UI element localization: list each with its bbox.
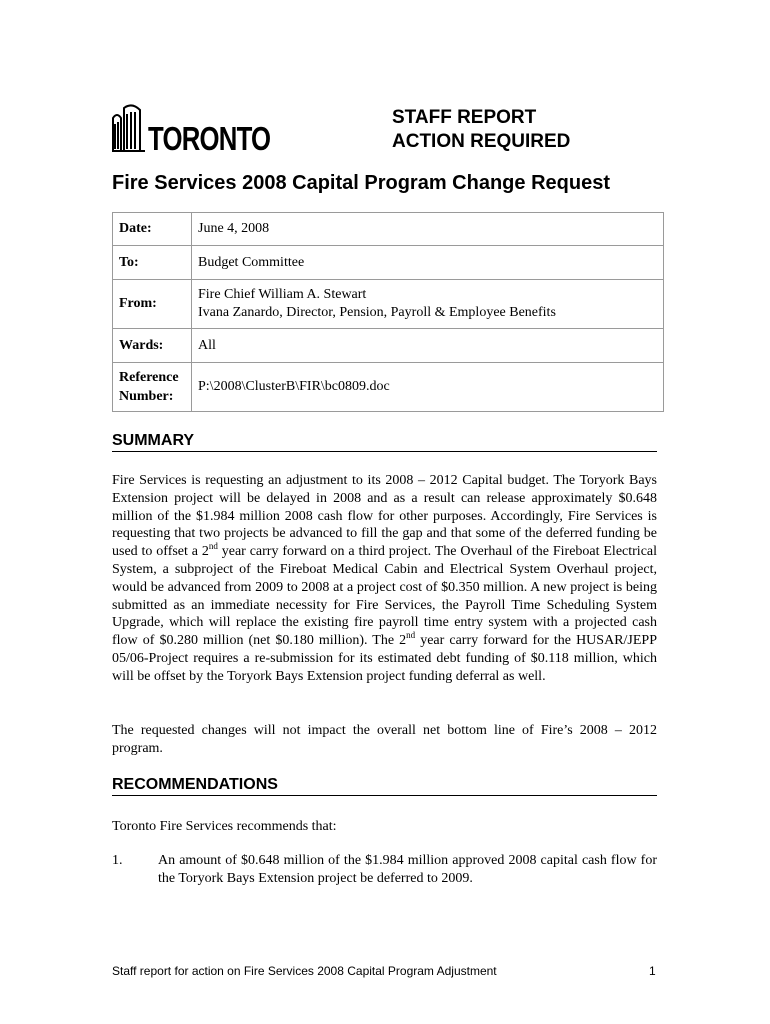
logo-wordmark: TORONTO: [148, 120, 271, 157]
meta-label: To:: [113, 246, 192, 280]
summary-text-a: Fire Services is requesting an adjustment to its 2008 – 2012 Capital budget. The Toryork Bays Extension project will be delayed in 2008 and as a result can release approximately $0.648 million of the $1.984 million 2008 cash flow for other purposes. Accordingly, Fire Services is requesting that two projects be advanced to fill the gap and that some of the deferred funding be used to offset a 2: [112, 473, 657, 560]
summary-text-b: year carry forward on a third project. The Overhaul of the Fireboat Electrical System, a subproject of the Fireboat Medical Cabin and Electrical System Overhaul project, would be advanced from 2009 to 2008 at a project cost of $0.350 million. A new project is being submitted as an immediate necessity for Fire Services, the Payroll Time Scheduling System Upgrade, which will replace the existing fire payroll time entry system with a projected cash flow of $0.280 million (net $0.180 million). The 2: [112, 544, 658, 649]
meta-row-to: [113, 246, 664, 280]
city-hall-icon: [112, 104, 146, 152]
report-meta-table: [112, 212, 664, 412]
summary-paragraph-2: The requested changes will not impact the overall net bottom line of Fire’s 2008 – 2012 program.: [112, 723, 657, 756]
recommendations-heading: RECOMMENDATIONS: [112, 776, 657, 796]
report-type: [392, 106, 570, 154]
meta-row-date: [113, 213, 664, 246]
summary-paragraph-1: [112, 472, 657, 686]
recommendations-intro: Toronto Fire Services recommends that:: [112, 819, 337, 834]
superscript: nd: [208, 541, 218, 552]
meta-value: All: [192, 329, 664, 363]
recommendation-number: 1.: [112, 853, 123, 868]
from-line-2: Ivana Zanardo, Director, Pension, Payroll & Employee Benefits: [198, 305, 556, 320]
recommendation-text: An amount of $0.648 million of the $1.984 million approved 2008 capital cash flow for the Toryork Bays Extension project be deferred to 2009.: [158, 853, 657, 886]
meta-value: June 4, 2008: [192, 213, 664, 246]
report-title: Fire Services 2008 Capital Program Change Request: [112, 172, 610, 194]
footer-text: Staff report for action on Fire Services 2008 Capital Program Adjustment: [112, 964, 497, 978]
meta-value: [192, 280, 664, 329]
report-type-line-2: ACTION REQUIRED: [392, 131, 571, 152]
meta-value: Budget Committee: [192, 246, 664, 280]
meta-value: P:\2008\ClusterB\FIR\bc0809.doc: [192, 363, 664, 412]
from-line-1: Fire Chief William A. Stewart: [198, 287, 367, 302]
summary-text-c: year carry forward for the HUSAR/JEPP 05/06-Project requires a re-submission for its estimated debt funding of $0.118 million, which will be offset by the Toryork Bays Extension project funding deferral as well.: [112, 633, 657, 684]
summary-heading: SUMMARY: [112, 432, 657, 452]
meta-row-wards: [113, 329, 664, 363]
report-type-line-1: STAFF REPORT: [392, 107, 537, 128]
reference-label-2: Number:: [119, 389, 174, 404]
meta-label: Date:: [113, 213, 192, 246]
meta-label: Wards:: [113, 329, 192, 363]
meta-label: From:: [113, 280, 192, 329]
meta-row-reference: [113, 363, 664, 412]
reference-label-1: Reference: [119, 370, 179, 385]
meta-label: [113, 363, 192, 412]
page-number: 1: [649, 964, 656, 978]
superscript: nd: [406, 630, 416, 641]
toronto-logo: [112, 104, 305, 157]
meta-row-from: [113, 280, 664, 329]
